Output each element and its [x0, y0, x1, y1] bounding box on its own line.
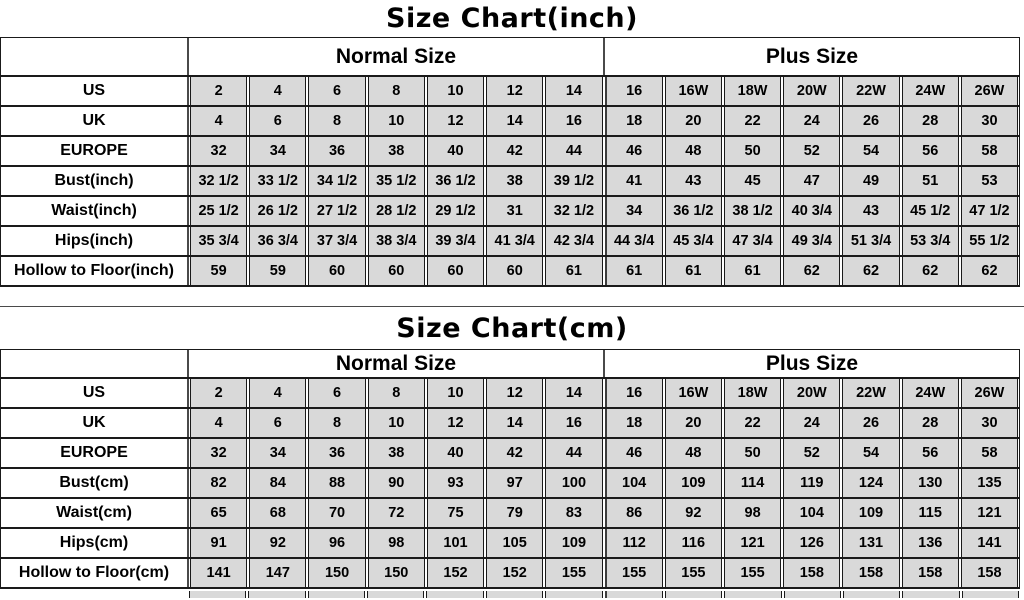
cutoff-cells	[188, 591, 1020, 598]
size-cell: 30	[961, 107, 1018, 135]
size-cell: 54	[842, 439, 899, 467]
size-cell: 109	[545, 529, 602, 557]
size-cell: 158	[842, 559, 899, 587]
size-cell: 84	[249, 469, 306, 497]
size-cell: 46	[605, 137, 663, 165]
size-cell: 20W	[783, 77, 840, 105]
size-cell: 68	[249, 499, 306, 527]
size-cell: 40 3/4	[783, 197, 840, 225]
size-cell: 136	[902, 529, 959, 557]
size-cell: 20	[665, 409, 722, 437]
size-cell: 44 3/4	[605, 227, 663, 255]
size-cell: 49	[842, 167, 899, 195]
size-cell: 30	[961, 409, 1018, 437]
size-cell: 26 1/2	[249, 197, 306, 225]
cutoff-next-row	[0, 591, 1020, 598]
size-cell: 60	[486, 257, 543, 285]
size-cell: 6	[308, 379, 365, 407]
plus-size-header: Plus Size	[603, 350, 1019, 377]
cm-chart-title: Size Chart(cm)	[396, 312, 628, 344]
size-cell: 4	[190, 107, 247, 135]
size-cell: 147	[249, 559, 306, 587]
size-cell: 101	[427, 529, 484, 557]
size-cell: 22W	[842, 77, 899, 105]
size-cell: 70	[308, 499, 365, 527]
size-cell: 130	[902, 469, 959, 497]
size-cell: 104	[783, 499, 840, 527]
size-cell: 4	[190, 409, 247, 437]
size-cell: 53 3/4	[902, 227, 959, 255]
size-cell: 116	[665, 529, 722, 557]
size-cell: 131	[842, 529, 899, 557]
size-cell: 2	[190, 77, 247, 105]
size-cell: 27 1/2	[308, 197, 365, 225]
size-cell: 18W	[724, 379, 781, 407]
section-spacer	[0, 287, 1024, 306]
inch-chart-title: Size Chart(inch)	[386, 3, 638, 34]
size-cell: 61	[605, 257, 663, 285]
size-cell: 92	[249, 529, 306, 557]
row-cells	[189, 137, 1019, 165]
size-cell: 34	[605, 197, 663, 225]
size-cell: 49 3/4	[783, 227, 840, 255]
row-cells	[189, 167, 1019, 195]
size-cell: 20	[665, 107, 722, 135]
size-cell: 158	[961, 559, 1018, 587]
size-cell: 43	[842, 197, 899, 225]
row-cells	[189, 559, 1019, 587]
size-cell: 36	[308, 439, 365, 467]
size-cell: 8	[308, 409, 365, 437]
size-cell: 65	[190, 499, 247, 527]
row-label: Hollow to Floor(inch)	[1, 257, 189, 285]
size-table-inch-body	[1, 77, 1019, 285]
cutoff-size-cell	[426, 591, 483, 598]
cutoff-size-cell	[367, 591, 424, 598]
size-cell: 25 1/2	[190, 197, 247, 225]
size-cell: 33 1/2	[249, 167, 306, 195]
size-cell: 14	[486, 409, 543, 437]
size-cell: 32 1/2	[545, 197, 602, 225]
size-cell: 55 1/2	[961, 227, 1018, 255]
size-cell: 62	[902, 257, 959, 285]
size-cell: 4	[249, 379, 306, 407]
size-cell: 114	[724, 469, 781, 497]
size-cell: 62	[783, 257, 840, 285]
size-cell: 38	[486, 167, 543, 195]
size-cell: 47 3/4	[724, 227, 781, 255]
size-cell: 47 1/2	[961, 197, 1018, 225]
size-cell: 112	[605, 529, 663, 557]
size-cell: 35 3/4	[190, 227, 247, 255]
row-cells	[189, 379, 1019, 407]
cutoff-size-cell	[962, 591, 1019, 598]
cutoff-size-cell	[545, 591, 602, 598]
size-cell: 124	[842, 469, 899, 497]
size-cell: 72	[368, 499, 425, 527]
row-label: Bust(inch)	[1, 167, 189, 195]
row-label: EUROPE	[1, 439, 189, 467]
size-cell: 24W	[902, 379, 959, 407]
size-cell: 52	[783, 137, 840, 165]
size-cell: 43	[665, 167, 722, 195]
row-label: UK	[1, 409, 189, 437]
size-cell: 53	[961, 167, 1018, 195]
cutoff-size-cell	[248, 591, 305, 598]
size-cell: 34	[249, 439, 306, 467]
size-cell: 105	[486, 529, 543, 557]
size-cell: 47	[783, 167, 840, 195]
size-cell: 126	[783, 529, 840, 557]
size-cell: 82	[190, 469, 247, 497]
row-label: Waist(cm)	[1, 499, 189, 527]
size-cell: 98	[368, 529, 425, 557]
size-cell: 52	[783, 439, 840, 467]
size-cell: 39 1/2	[545, 167, 602, 195]
row-cells	[189, 77, 1019, 105]
size-cell: 141	[961, 529, 1018, 557]
row-cells	[189, 469, 1019, 497]
group-header-cells	[189, 350, 1019, 377]
size-cell: 26W	[961, 77, 1018, 105]
row-label: Hollow to Floor(cm)	[1, 559, 189, 587]
size-cell: 90	[368, 469, 425, 497]
size-cell: 42 3/4	[545, 227, 602, 255]
row-label: EUROPE	[1, 137, 189, 165]
size-cell: 119	[783, 469, 840, 497]
size-cell: 2	[190, 379, 247, 407]
size-cell: 86	[605, 499, 663, 527]
size-cell: 88	[308, 469, 365, 497]
group-header-row	[1, 350, 1019, 379]
size-cell: 8	[368, 77, 425, 105]
size-cell: 109	[665, 469, 722, 497]
size-cell: 38 1/2	[724, 197, 781, 225]
size-cell: 93	[427, 469, 484, 497]
size-cell: 59	[249, 257, 306, 285]
size-cell: 115	[902, 499, 959, 527]
size-cell: 45 3/4	[665, 227, 722, 255]
size-cell: 16	[545, 107, 602, 135]
size-cell: 14	[545, 379, 602, 407]
size-cell: 45	[724, 167, 781, 195]
size-table-inch	[0, 37, 1020, 287]
size-cell: 24W	[902, 77, 959, 105]
size-cell: 8	[368, 379, 425, 407]
size-cell: 62	[961, 257, 1018, 285]
row-cells	[189, 227, 1019, 255]
size-cell: 6	[249, 409, 306, 437]
size-cell: 12	[486, 77, 543, 105]
table-row	[1, 257, 1019, 285]
size-cell: 35 1/2	[368, 167, 425, 195]
row-cells	[189, 529, 1019, 557]
table-row	[1, 469, 1019, 499]
size-cell: 96	[308, 529, 365, 557]
size-cell: 16	[545, 409, 602, 437]
size-cell: 61	[665, 257, 722, 285]
size-cell: 42	[486, 439, 543, 467]
size-cell: 100	[545, 469, 602, 497]
size-cell: 56	[902, 137, 959, 165]
size-cell: 91	[190, 529, 247, 557]
size-cell: 51 3/4	[842, 227, 899, 255]
cutoff-size-cell	[486, 591, 543, 598]
size-cell: 18	[605, 107, 663, 135]
row-cells	[189, 107, 1019, 135]
size-cell: 155	[724, 559, 781, 587]
size-cell: 42	[486, 137, 543, 165]
size-cell: 22W	[842, 379, 899, 407]
size-cell: 41	[605, 167, 663, 195]
size-cell: 150	[308, 559, 365, 587]
size-cell: 75	[427, 499, 484, 527]
size-cell: 26	[842, 107, 899, 135]
size-cell: 60	[368, 257, 425, 285]
table-row	[1, 107, 1019, 137]
normal-size-header: Normal Size	[189, 350, 603, 377]
size-cell: 121	[724, 529, 781, 557]
size-cell: 158	[783, 559, 840, 587]
table-row	[1, 529, 1019, 559]
size-cell: 4	[249, 77, 306, 105]
size-cell: 83	[545, 499, 602, 527]
size-cell: 34 1/2	[308, 167, 365, 195]
size-cell: 20W	[783, 379, 840, 407]
table-row	[1, 379, 1019, 409]
size-cell: 141	[190, 559, 247, 587]
size-cell: 10	[427, 77, 484, 105]
size-cell: 121	[961, 499, 1018, 527]
row-label: UK	[1, 107, 189, 135]
size-cell: 51	[902, 167, 959, 195]
table-row	[1, 439, 1019, 469]
size-cell: 18W	[724, 77, 781, 105]
cutoff-label-area	[0, 591, 188, 598]
row-label: Hips(cm)	[1, 529, 189, 557]
size-table-cm-body	[1, 379, 1019, 587]
size-cell: 152	[427, 559, 484, 587]
row-label: Hips(inch)	[1, 227, 189, 255]
table-row	[1, 409, 1019, 439]
size-cell: 38	[368, 137, 425, 165]
row-label: US	[1, 379, 189, 407]
size-cell: 61	[545, 257, 602, 285]
size-cell: 12	[486, 379, 543, 407]
size-cell: 38 3/4	[368, 227, 425, 255]
size-cell: 152	[486, 559, 543, 587]
size-cell: 12	[427, 107, 484, 135]
size-cell: 24	[783, 409, 840, 437]
size-cell: 8	[308, 107, 365, 135]
cutoff-size-cell	[784, 591, 841, 598]
table-row	[1, 167, 1019, 197]
plus-size-header: Plus Size	[603, 38, 1019, 75]
size-cell: 44	[545, 439, 602, 467]
size-cell: 41 3/4	[486, 227, 543, 255]
size-cell: 150	[368, 559, 425, 587]
cutoff-size-cell	[605, 591, 663, 598]
size-cell: 32 1/2	[190, 167, 247, 195]
size-cell: 58	[961, 137, 1018, 165]
size-cell: 6	[249, 107, 306, 135]
row-label: Waist(inch)	[1, 197, 189, 225]
size-cell: 59	[190, 257, 247, 285]
size-cell: 50	[724, 439, 781, 467]
size-cell: 14	[486, 107, 543, 135]
size-cell: 61	[724, 257, 781, 285]
size-cell: 58	[961, 439, 1018, 467]
size-cell: 16	[605, 379, 663, 407]
size-cell: 12	[427, 409, 484, 437]
size-cell: 16W	[665, 77, 722, 105]
normal-size-header: Normal Size	[189, 38, 603, 75]
size-cell: 36 1/2	[427, 167, 484, 195]
cutoff-size-cell	[308, 591, 365, 598]
row-label: US	[1, 77, 189, 105]
row-cells	[189, 257, 1019, 285]
size-cell: 155	[545, 559, 602, 587]
size-cell: 56	[902, 439, 959, 467]
size-cell: 62	[842, 257, 899, 285]
size-cell: 37 3/4	[308, 227, 365, 255]
size-cell: 22	[724, 107, 781, 135]
size-cell: 48	[665, 439, 722, 467]
size-cell: 60	[308, 257, 365, 285]
size-cell: 31	[486, 197, 543, 225]
size-cell: 109	[842, 499, 899, 527]
size-cell: 29 1/2	[427, 197, 484, 225]
table-row	[1, 227, 1019, 257]
size-cell: 14	[545, 77, 602, 105]
cutoff-size-cell	[724, 591, 781, 598]
size-cell: 28 1/2	[368, 197, 425, 225]
size-cell: 40	[427, 439, 484, 467]
size-cell: 40	[427, 137, 484, 165]
table-row	[1, 559, 1019, 587]
row-cells	[189, 409, 1019, 437]
size-cell: 22	[724, 409, 781, 437]
table-row	[1, 499, 1019, 529]
size-cell: 10	[427, 379, 484, 407]
size-cell: 26	[842, 409, 899, 437]
corner-cell	[1, 38, 189, 75]
size-cell: 10	[368, 409, 425, 437]
size-cell: 155	[665, 559, 722, 587]
corner-cell	[1, 350, 189, 377]
size-cell: 50	[724, 137, 781, 165]
size-cell: 6	[308, 77, 365, 105]
size-cell: 155	[605, 559, 663, 587]
size-cell: 38	[368, 439, 425, 467]
table-row	[1, 77, 1019, 107]
table-row	[1, 137, 1019, 167]
row-label: Bust(cm)	[1, 469, 189, 497]
size-cell: 45 1/2	[902, 197, 959, 225]
row-cells	[189, 499, 1019, 527]
size-cell: 98	[724, 499, 781, 527]
size-cell: 48	[665, 137, 722, 165]
size-cell: 54	[842, 137, 899, 165]
size-table-cm	[0, 349, 1020, 589]
size-cell: 158	[902, 559, 959, 587]
row-cells	[189, 439, 1019, 467]
size-cell: 46	[605, 439, 663, 467]
size-cell: 34	[249, 137, 306, 165]
size-cell: 135	[961, 469, 1018, 497]
size-cell: 10	[368, 107, 425, 135]
size-cell: 36 1/2	[665, 197, 722, 225]
size-cell: 60	[427, 257, 484, 285]
cutoff-size-cell	[902, 591, 959, 598]
size-cell: 24	[783, 107, 840, 135]
size-cell: 32	[190, 137, 247, 165]
row-cells	[189, 197, 1019, 225]
size-cell: 32	[190, 439, 247, 467]
group-header-cells	[189, 38, 1019, 75]
size-cell: 16	[605, 77, 663, 105]
cutoff-size-cell	[189, 591, 246, 598]
size-cell: 28	[902, 107, 959, 135]
size-cell: 16W	[665, 379, 722, 407]
size-cell: 28	[902, 409, 959, 437]
group-header-row	[1, 38, 1019, 77]
size-cell: 79	[486, 499, 543, 527]
size-cell: 39 3/4	[427, 227, 484, 255]
size-cell: 104	[605, 469, 663, 497]
cutoff-size-cell	[665, 591, 722, 598]
size-cell: 44	[545, 137, 602, 165]
cutoff-size-cell	[843, 591, 900, 598]
size-cell: 97	[486, 469, 543, 497]
size-cell: 36 3/4	[249, 227, 306, 255]
size-cell: 18	[605, 409, 663, 437]
size-cell: 92	[665, 499, 722, 527]
table-row	[1, 197, 1019, 227]
size-cell: 26W	[961, 379, 1018, 407]
size-cell: 36	[308, 137, 365, 165]
